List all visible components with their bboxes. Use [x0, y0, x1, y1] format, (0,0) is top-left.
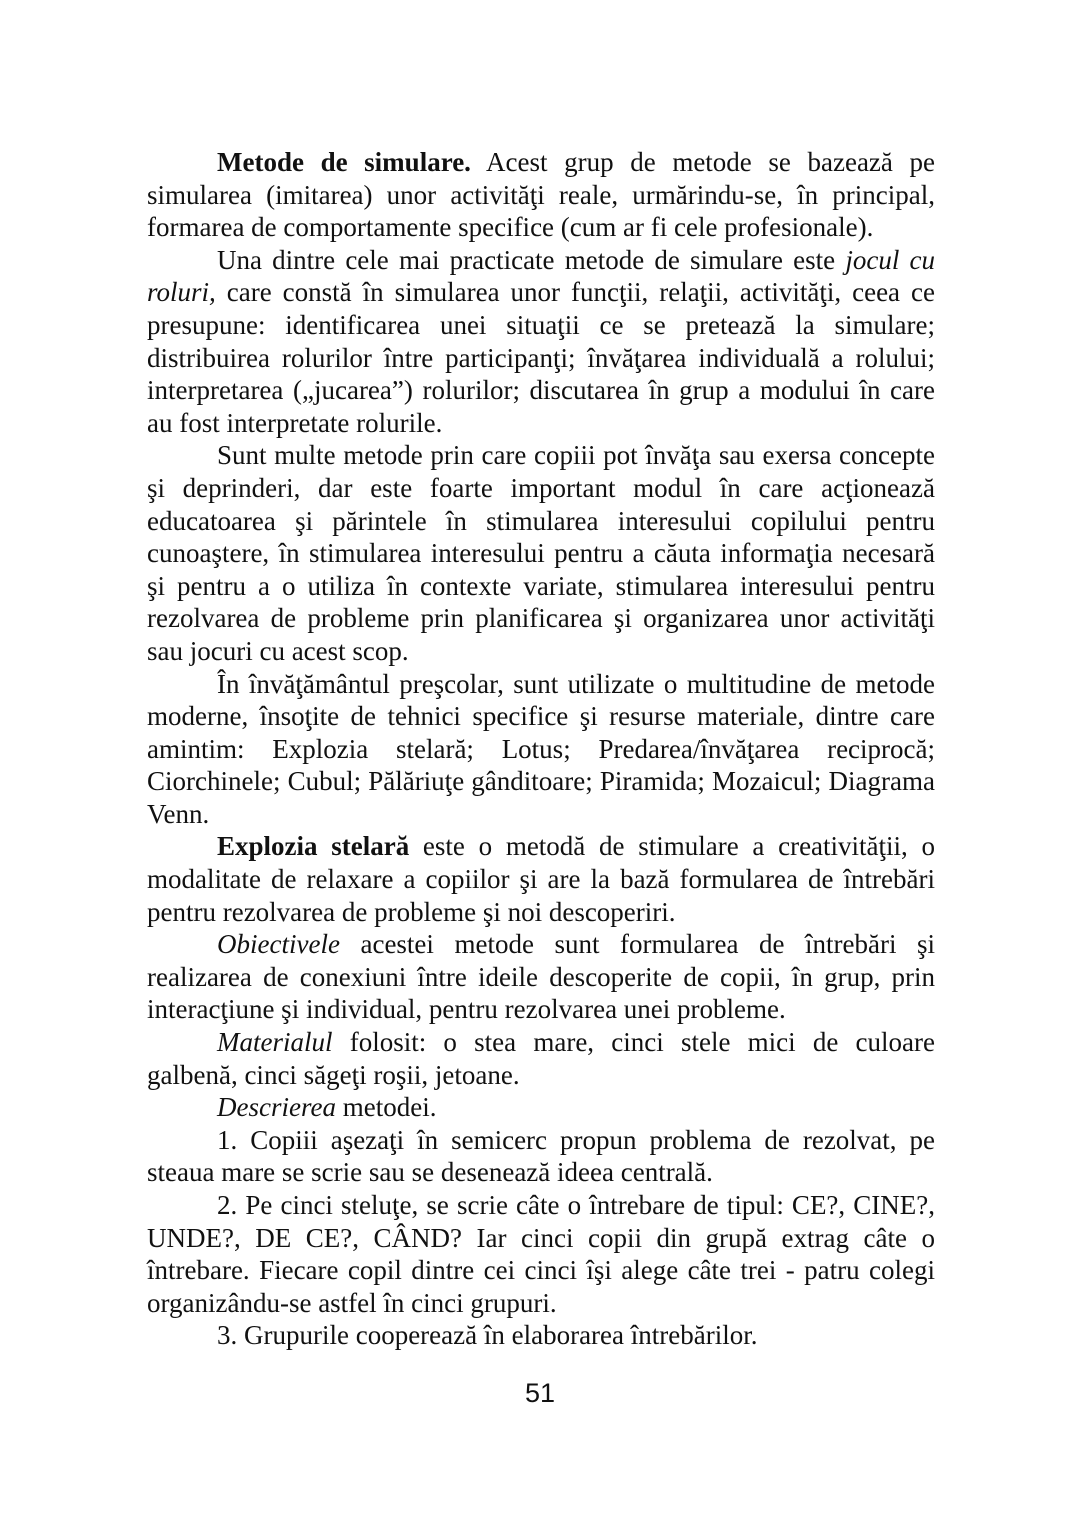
paragraph-simulation-methods	[147, 146, 935, 244]
page-body	[147, 146, 935, 1352]
list-item-step-3	[147, 1319, 935, 1352]
paragraph-text: Acest grup de metode se bazează pe simularea (imitarea) unor activităţi reale, urmărindu-se, în principal, formarea de comportamente specifice (cum ar fi cele profesionale).	[147, 147, 935, 243]
paragraph-modern-methods	[147, 668, 935, 831]
paragraph-lead: Una dintre cele mai practicate metode de simulare este	[217, 244, 846, 275]
paragraph-text: este o metodă de stimulare a creativităţii, o modalitate de relaxare a copiilor şi are la bază formularea de întrebări pentru rezolvarea de probleme şi noi descoperiri.	[147, 831, 935, 927]
term-role-play: jocul cu roluri,	[147, 244, 935, 308]
list-item-step-1	[147, 1124, 935, 1189]
paragraph-text: care constă în simularea unor funcţii, relaţii, activităţi, ceea ce presupune: identificarea unei situaţii ce se pretează la simulare; distribuirea rolurilor între participanţi; învăţarea individuală a rolului; interpretarea („jucarea”) rolurilor; discutarea în grup a modului în care au fost interpretate rolurile.	[147, 277, 935, 438]
paragraph-text: acestei metode sunt formularea de întrebări şi realizarea de conexiuni între ideile descoperite de copii, în grup, prin interacţiune şi individual, pentru rezolvarea unei probleme.	[147, 929, 935, 1025]
paragraph-objectives	[147, 928, 935, 1026]
term-star-explosion: Explozia stelară	[217, 831, 410, 862]
paragraph-description	[147, 1091, 935, 1124]
paragraph-text: 1. Copiii aşezaţi în semicerc propun problema de rezolvat, pe steaua mare se scrie sau se desenează ideea centrală.	[147, 1124, 935, 1188]
paragraph-text: metodei.	[335, 1092, 437, 1123]
paragraph-learning-methods	[147, 439, 935, 667]
paragraph-role-play	[147, 244, 935, 440]
paragraph-text: 2. Pe cinci steluţe, se scrie câte o întrebare de tipul: CE?, CINE?, UNDE?, DE CE?, CÂND? Iar cinci copii din grupă extrag câte o întrebare. Fiecare copil dintre cei cinci îşi alege câte trei - patru colegi organizându-se astfel în cinci grupuri.	[147, 1190, 935, 1318]
paragraph-material	[147, 1026, 935, 1091]
term-objectives: Obiectivele	[217, 929, 340, 960]
paragraph-text: folosit: o stea mare, cinci stele mici de culoare galbenă, cinci săgeţi roşii, jetoane.	[147, 1027, 935, 1090]
paragraph-text: Sunt multe metode prin care copiii pot învăţa sau exersa concepte şi deprinderi, dar este foarte important modul în care acţionează educatoarea şi părintele în stimularea interesului copilului pentru cunoaştere, în stimularea interesului pentru a căuta informaţia necesară şi pentru a o utiliza în contexte variate, stimularea interesului pentru rezolvarea de probleme prin planificarea şi organizarea unor activităţi sau jocuri cu acest scop.	[147, 440, 935, 666]
paragraph-text: 3. Grupurile cooperează în elaborarea întrebărilor.	[217, 1320, 758, 1351]
paragraph-text: În învăţământul preşcolar, sunt utilizate o multitudine de metode moderne, însoţite de tehnici specifice şi resurse materiale, dintre care amintim: Explozia stelară; Lotus; Predarea/învăţarea reciprocă; Ciorchinele; Cubul; Pălăriuţe gânditoare; Piramida; Mozaicul; Diagrama Venn.	[147, 668, 935, 829]
heading-simulation-methods: Metode de simulare.	[217, 147, 471, 177]
list-item-step-2	[147, 1189, 935, 1319]
term-description: Descrierea	[217, 1092, 336, 1123]
term-material: Materialul	[217, 1027, 333, 1058]
paragraph-star-explosion	[147, 830, 935, 928]
page-number: 51	[524, 1378, 556, 1408]
